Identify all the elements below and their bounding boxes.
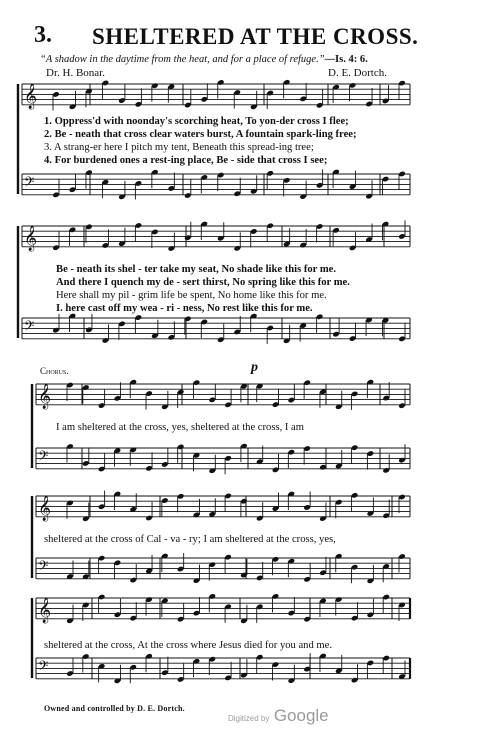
treble-clef: 𝄞	[38, 598, 52, 623]
epigraph-text: “A shadow in the daytime from the heat, and for a place of refuge.”	[40, 54, 325, 65]
staff-lines	[22, 84, 410, 679]
bass-clef: 𝄢	[38, 658, 49, 677]
hymn-number: 3.	[34, 22, 52, 48]
verse-line-2b: And there I quench my de - sert thirst, No spring like this for me.	[56, 277, 350, 288]
verse-line-3a: 3. A strang-er here I pitch my tent, Beneath this spread-ing tree;	[44, 142, 314, 153]
hymn-title: SHELTERED AT THE CROSS.	[92, 24, 419, 49]
verse-line-4b: I. here cast off my wea - ri - ness, No rest like this for me.	[56, 303, 313, 314]
bass-clef: 𝄢	[24, 174, 35, 193]
author-credit: Dr. H. Bonar.	[46, 67, 105, 79]
verse-line-3b: Here shall my pil - grim life be spent, No home like this for me.	[56, 290, 327, 301]
verse-line-4a: 4. For burdened ones a rest-ing place, Be - side that cross I see;	[44, 155, 328, 166]
bass-clef: 𝄢	[38, 558, 49, 577]
dynamic-marking: p	[251, 360, 258, 375]
verse-line-2a: 2. Be - neath that cross clear waters burst, A fountain spark-ling free;	[44, 129, 357, 140]
bass-clef: 𝄢	[24, 318, 35, 337]
epigraph-reference: —Is. 4: 6.	[324, 54, 368, 65]
note-heads	[52, 79, 406, 684]
digitizer-watermark	[228, 706, 329, 726]
treble-clef: 𝄞	[38, 384, 52, 409]
watermark-brand: Google	[273, 706, 329, 725]
chorus-line-2: sheltered at the cross of Cal - va - ry; I am sheltered at the cross, yes,	[44, 534, 336, 545]
verse-line-1a: 1. Oppress'd with noonday's scorching heat, To yon-der cross I flee;	[44, 116, 349, 127]
verse-line-1b: Be - neath its shel - ter take my seat, No shade like this for me.	[56, 264, 337, 275]
composer-credit: D. E. Dortch.	[328, 67, 387, 79]
chorus-line-3: sheltered at the cross, At the cross where Jesus died for you and me.	[44, 640, 333, 651]
chorus-line-1: I am sheltered at the cross, yes, sheltered at the cross, I am	[56, 422, 304, 433]
chorus-label: Chorus.	[40, 366, 69, 376]
treble-clef: 𝄞	[24, 226, 38, 251]
bass-clef: 𝄢	[38, 448, 49, 467]
clefs	[24, 83, 51, 677]
treble-clef: 𝄞	[38, 496, 52, 521]
copyright-note: Owned and controlled by D. E. Dortch.	[44, 704, 185, 713]
watermark-prefix: Digitized by	[228, 714, 270, 723]
treble-clef: 𝄞	[24, 84, 38, 109]
bar-lines	[18, 84, 410, 679]
